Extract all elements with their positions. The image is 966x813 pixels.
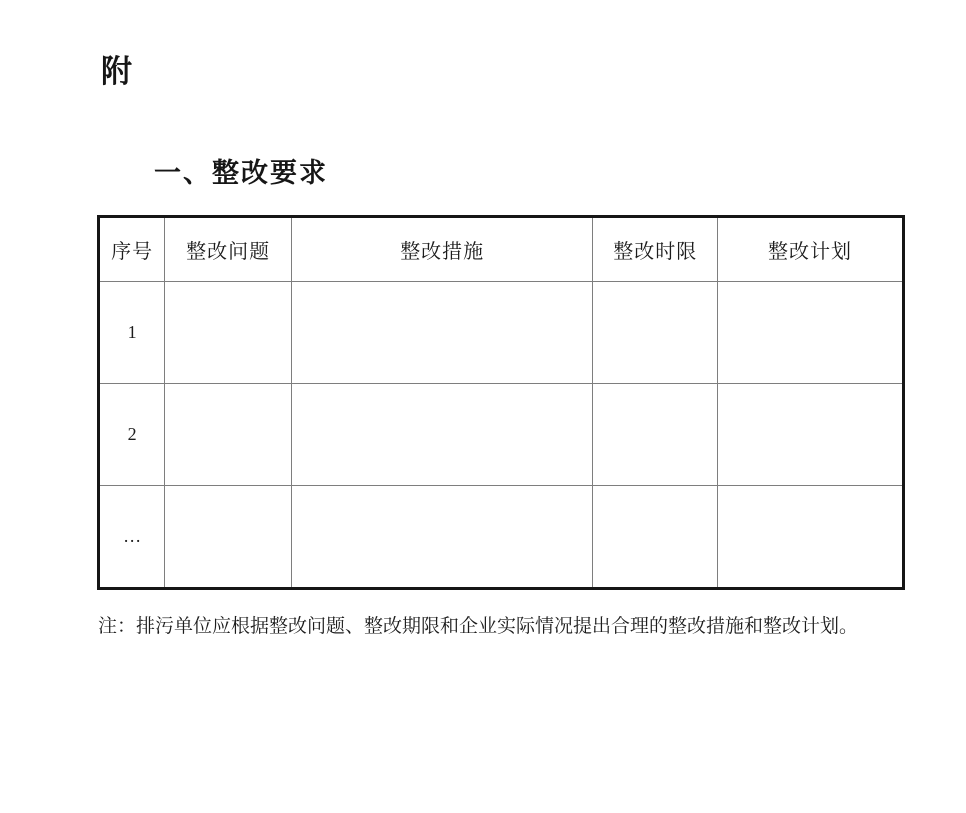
header-cell-plan: 整改计划: [718, 217, 904, 282]
cell-time-limit: [593, 282, 718, 384]
cell-plan: [718, 282, 904, 384]
header-cell-time-limit: 整改时限: [593, 217, 718, 282]
cell-measures: [291, 486, 592, 589]
footnote: 注：排污单位应根据整改问题、整改期限和企业实际情况提出合理的整改措施和整改计划。: [98, 616, 859, 637]
rectification-table: [97, 215, 905, 590]
table-row: [99, 282, 904, 384]
header-cell-problem: 整改问题: [165, 217, 292, 282]
header-cell-measures: 整改措施: [291, 217, 592, 282]
cell-serial-number: …: [99, 486, 165, 589]
table-row: [99, 486, 904, 589]
cell-problem: [165, 282, 292, 384]
cell-serial-number: 1: [99, 282, 165, 384]
cell-time-limit: [593, 384, 718, 486]
cell-plan: [718, 384, 904, 486]
attachment-label: 附: [101, 54, 132, 89]
cell-time-limit: [593, 486, 718, 589]
cell-problem: [165, 384, 292, 486]
cell-measures: [291, 384, 592, 486]
header-cell-serial-number: 序号: [99, 217, 165, 282]
cell-problem: [165, 486, 292, 589]
section-heading: 一、整改要求: [154, 158, 328, 188]
table-header-row: [99, 217, 904, 282]
cell-measures: [291, 282, 592, 384]
cell-serial-number: 2: [99, 384, 165, 486]
table-row: [99, 384, 904, 486]
cell-plan: [718, 486, 904, 589]
